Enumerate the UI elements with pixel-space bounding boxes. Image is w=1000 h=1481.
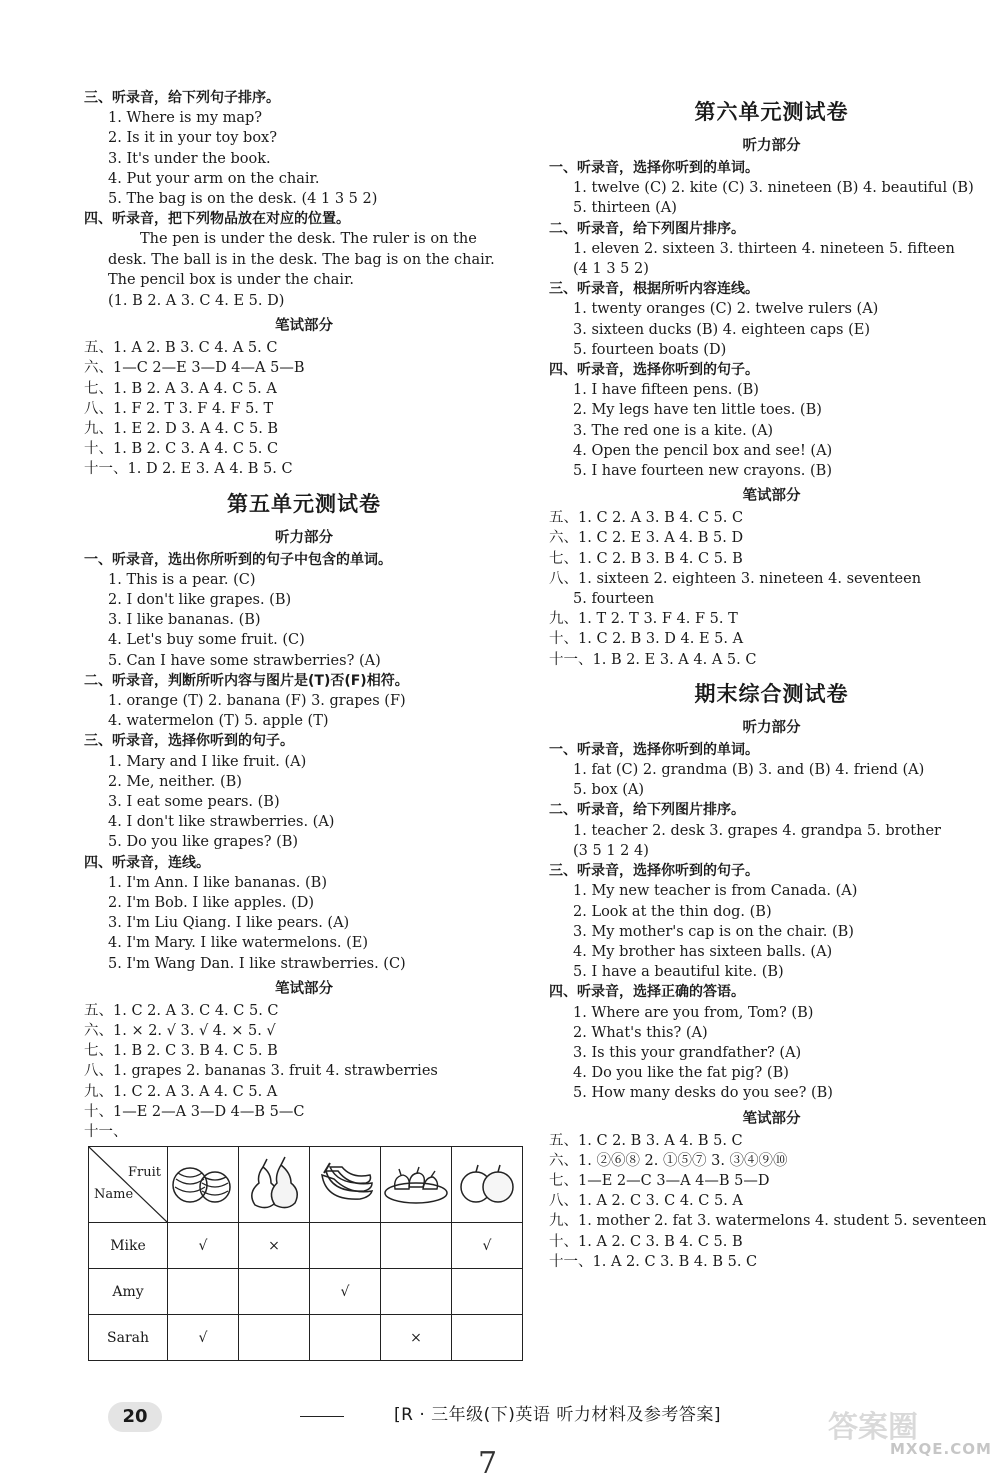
unit5-listening-block: [84, 550, 524, 974]
unit5-title: 第五单元测试卷: [227, 491, 381, 516]
corner-fruit-label: Fruit: [128, 1165, 161, 1181]
page-footer: [100, 1400, 1000, 1481]
section-heading: 二、听录音，给下列图片排序。: [549, 802, 745, 819]
section-heading: 三、听录音，根据所听内容连线。: [549, 281, 759, 298]
mark-cell: [381, 1269, 452, 1315]
answer-line: 五、1. A 2. B 3. C 4. A 5. C: [84, 340, 278, 357]
answer-line: 2. I don't like grapes. (B): [108, 591, 292, 608]
footer-dash: [300, 1416, 344, 1417]
unit6-written-answers: [549, 508, 994, 670]
answer-line: The pen is under the desk. The ruler is on the desk. The ball is in the desk. The bag is on the chair. The pencil box is under the chair.: [108, 231, 495, 289]
answer-line: 2. I'm Bob. I like apples. (D): [108, 895, 315, 911]
section-heading: 一、听录音，选出你所听到的句子中包含的单词。: [84, 551, 392, 568]
answer-line: 1. teacher 2. desk 3. grapes 4. grandpa 5. brother: [573, 822, 941, 839]
fruit-header-row: [89, 1147, 523, 1223]
answer-line: 十、1—E 2—A 3—D 4—B 5—C: [84, 1103, 305, 1120]
mark-cell: √: [168, 1223, 239, 1269]
mark-cell: ×: [239, 1223, 310, 1269]
answer-line: 五、1. C 2. B 3. A 4. B 5. C: [549, 1132, 743, 1149]
mark-cell: [310, 1223, 381, 1269]
answer-line: 八、1. sixteen 2. eighteen 3. nineteen 4. seventeen: [549, 570, 922, 587]
answer-line: 十一、1. D 2. E 3. A 4. B 5. C: [84, 461, 293, 478]
answer-line: 2. What's this? (A): [573, 1024, 708, 1041]
section-heading: 二、听录音，判断所听内容与图片是(T)否(F)相符。: [84, 672, 409, 689]
table-row-sarah: [89, 1315, 523, 1361]
answer-line: 1. orange (T) 2. banana (F) 3. grapes (F): [108, 692, 406, 709]
answer-line: 六、1. C 2. E 3. A 4. B 5. D: [549, 530, 744, 547]
corner-diagonal-icon: [89, 1147, 167, 1222]
answer-line: 3. sixteen ducks (B) 4. eighteen caps (E): [573, 321, 871, 338]
answer-line: 4. watermelon (T) 5. apple (T): [108, 713, 329, 730]
mark-cell: [310, 1315, 381, 1361]
answer-line: 七、1. C 2. B 3. B 4. C 5. B: [549, 550, 743, 567]
section-heading: 四、听录音，连线。: [84, 854, 210, 871]
answer-line: 1. eleven 2. sixteen 3. thirteen 4. nineteen 5. fifteen: [573, 240, 955, 257]
answer-line: 七、1. B 2. A 3. A 4. C 5. A: [84, 380, 277, 397]
answer-line: 十一、: [84, 1124, 128, 1141]
section-heading: 四、听录音，选择你听到的句子。: [549, 362, 759, 379]
banana-icon: [310, 1147, 381, 1223]
answer-line: 十一、1. B 2. E 3. A 4. A 5. C: [549, 651, 757, 668]
answer-line: 3. I eat some pears. (B): [108, 793, 280, 810]
unit4-listening-block: [84, 88, 524, 311]
answer-line: 1. Mary and I like fruit. (A): [108, 753, 307, 770]
unit4-written-answers: [84, 338, 524, 479]
answer-line: 5. I have a beautiful kite. (B): [573, 964, 784, 981]
final-listening-heading: 听力部分: [742, 719, 801, 736]
answer-line: 5. box (A): [573, 782, 645, 799]
right-column: [549, 92, 994, 1272]
mark-cell: √: [452, 1223, 523, 1269]
answer-line: 4. Put your arm on the chair.: [108, 170, 320, 187]
page-number: 20: [108, 1402, 162, 1432]
answer-line: 七、1—E 2—C 3—A 4—B 5—D: [549, 1172, 770, 1189]
answer-line: 5. I'm Wang Dan. I like strawberries. (C): [108, 955, 406, 972]
answer-line: (3 5 1 2 4): [573, 842, 649, 859]
answer-line: 1. Where are you from, Tom? (B): [573, 1004, 814, 1021]
unit6-listening-block: [549, 158, 994, 481]
answer-line: 5. The bag is on the desk. (4 1 3 5 2): [108, 191, 378, 208]
answer-line: 5. Can I have some strawberries? (A): [108, 652, 381, 669]
answer-line: 4. Let's buy some fruit. (C): [108, 632, 305, 649]
answer-line: 九、1. E 2. D 3. A 4. C 5. B: [84, 420, 279, 437]
answer-line: 3. Is this your grandfather? (A): [573, 1044, 802, 1061]
answer-line: 1. twenty oranges (C) 2. twelve rulers (A): [573, 301, 879, 318]
answer-line: 5. fourteen boats (D): [573, 341, 727, 358]
answer-line: 4. I don't like strawberries. (A): [108, 814, 335, 831]
mark-cell: [239, 1315, 310, 1361]
answer-line: 4. Open the pencil box and see! (A): [573, 442, 833, 459]
left-column: [84, 88, 524, 1361]
answer-line: 八、1. F 2. T 3. F 4. F 5. T: [84, 400, 274, 417]
answer-line: 1. twelve (C) 2. kite (C) 3. nineteen (B) 4. beautiful (B): [573, 180, 974, 197]
answer-line: (4 1 3 5 2): [573, 261, 649, 278]
answer-line: 2. Is it in your toy box?: [108, 130, 278, 147]
answer-line: 六、1. × 2. √ 3. √ 4. × 5. √: [84, 1023, 276, 1040]
answer-line: 2. Look at the thin dog. (B): [573, 903, 772, 920]
final-exam-title: 期末综合测试卷: [694, 681, 849, 706]
answer-line: 5. How many desks do you see? (B): [573, 1085, 833, 1102]
mark-cell: √: [168, 1315, 239, 1361]
answer-line: 3. It's under the book.: [108, 150, 271, 167]
answer-line: 2. Me, neither. (B): [108, 773, 242, 790]
final-written-heading: 笔试部分: [742, 1110, 801, 1127]
answer-line: 1. I have fifteen pens. (B): [573, 382, 759, 399]
answer-line: 1. This is a pear. (C): [108, 571, 256, 588]
answer-line: 5. fourteen: [573, 591, 655, 608]
watermark-logo: [820, 1400, 1000, 1460]
answer-line: 十、1. A 2. C 3. B 4. C 5. B: [549, 1233, 743, 1250]
pear-icon: [239, 1147, 310, 1223]
section-heading: 三、听录音，选择你听到的句子。: [549, 863, 759, 880]
answer-line: 4. I'm Mary. I like watermelons. (E): [108, 935, 369, 952]
answer-line: 九、1. mother 2. fat 3. watermelons 4. student 5. seventeen: [549, 1213, 987, 1230]
final-written-answers: [549, 1131, 994, 1272]
fruit-table: [88, 1146, 523, 1361]
table-row-amy: [89, 1269, 523, 1315]
section-heading: 三、听录音，给下列句子排序。: [84, 90, 280, 106]
answer-line: 十一、1. A 2. C 3. B 4. B 5. C: [549, 1253, 758, 1270]
answer-line: 1. My new teacher is from Canada. (A): [573, 883, 858, 900]
section-heading: 四、听录音，选择正确的答语。: [549, 984, 745, 1001]
answer-line: 十、1. C 2. B 3. D 4. E 5. A: [549, 631, 744, 648]
answer-line: 3. My mother's cap is on the chair. (B): [573, 923, 854, 940]
section-heading: 一、听录音，选择你听到的单词。: [549, 160, 759, 176]
row-name-cell: Amy: [89, 1269, 168, 1315]
answer-line: 1. I'm Ann. I like bananas. (B): [108, 874, 327, 891]
mark-cell: √: [310, 1269, 381, 1315]
watermelon-icon: [168, 1147, 239, 1223]
mark-cell: [239, 1269, 310, 1315]
answer-line: 4. Do you like the fat pig? (B): [573, 1065, 789, 1082]
answer-line: 5. Do you like grapes? (B): [108, 834, 299, 851]
unit5-written-heading: 笔试部分: [275, 980, 333, 997]
section-heading: 三、听录音，选择你听到的句子。: [84, 733, 294, 750]
unit4-written-heading: 笔试部分: [275, 318, 333, 335]
row-name-cell: Mike: [89, 1223, 168, 1269]
answer-line: 1. fat (C) 2. grandma (B) 3. and (B) 4. friend (A): [573, 762, 925, 779]
unit5-written-answers: [84, 1001, 524, 1142]
section-heading: 四、听录音，把下列物品放在对应的位置。: [84, 211, 350, 228]
answer-line: 七、1. B 2. C 3. B 4. C 5. B: [84, 1043, 278, 1060]
answer-line: 五、1. C 2. A 3. C 4. C 5. C: [84, 1002, 279, 1019]
watermark-url: MXQE.COM: [890, 1440, 992, 1458]
answer-line: 4. My brother has sixteen balls. (A): [573, 943, 833, 960]
answer-line: (1. B 2. A 3. C 4. E 5. D): [108, 292, 285, 309]
unit6-written-heading: 笔试部分: [742, 488, 801, 505]
mark-cell: [452, 1269, 523, 1315]
answer-line: 九、1. C 2. A 3. A 4. C 5. A: [84, 1083, 278, 1100]
strawberry-icon: [381, 1147, 452, 1223]
watermark-text: 答案圈: [828, 1410, 918, 1445]
answer-line: 八、1. A 2. C 3. C 4. C 5. A: [549, 1193, 743, 1210]
handwritten-mark: 7: [478, 1446, 498, 1481]
answer-line: 2. My legs have ten little toes. (B): [573, 402, 822, 419]
section-heading: 一、听录音，选择你听到的单词。: [549, 741, 759, 758]
answer-line: 十、1. B 2. C 3. A 4. C 5. C: [84, 441, 279, 458]
answer-line: 1. Where is my map?: [108, 110, 263, 127]
table-row-mike: [89, 1223, 523, 1269]
mark-cell: [381, 1223, 452, 1269]
answer-line: 六、1—C 2—E 3—D 4—A 5—B: [84, 360, 305, 377]
answer-line: 3. I like bananas. (B): [108, 612, 261, 629]
answer-line: 3. The red one is a kite. (A): [573, 422, 774, 439]
answer-line: 九、1. T 2. T 3. F 4. F 5. T: [549, 611, 738, 628]
mark-cell: [168, 1269, 239, 1315]
answer-line: 六、1. ②⑥⑧ 2. ①⑤⑦ 3. ③④⑨⑩: [549, 1152, 788, 1169]
answer-line: 5. I have fourteen new crayons. (B): [573, 463, 832, 480]
footer-title: [R · 三年级(下)英语 听力材料及参考答案]: [394, 1405, 721, 1425]
mark-cell: [452, 1315, 523, 1361]
unit6-title: 第六单元测试卷: [694, 100, 849, 124]
answer-line: 八、1. grapes 2. bananas 3. fruit 4. strawberries: [84, 1063, 438, 1080]
table-corner-cell: [89, 1147, 168, 1223]
mark-cell: ×: [381, 1315, 452, 1361]
answer-line: 3. I'm Liu Qiang. I like pears. (A): [108, 915, 350, 932]
apple-icon: [452, 1147, 523, 1223]
answer-line: 五、1. C 2. A 3. B 4. C 5. C: [549, 510, 744, 527]
answer-line: 5. thirteen (A): [573, 200, 677, 217]
row-name-cell: Sarah: [89, 1315, 168, 1361]
corner-name-label: Name: [94, 1187, 134, 1203]
unit5-listening-heading: 听力部分: [275, 529, 333, 546]
unit6-listening-heading: 听力部分: [742, 138, 801, 154]
final-listening-block: [549, 740, 994, 1104]
section-heading: 二、听录音，给下列图片排序。: [549, 220, 745, 237]
